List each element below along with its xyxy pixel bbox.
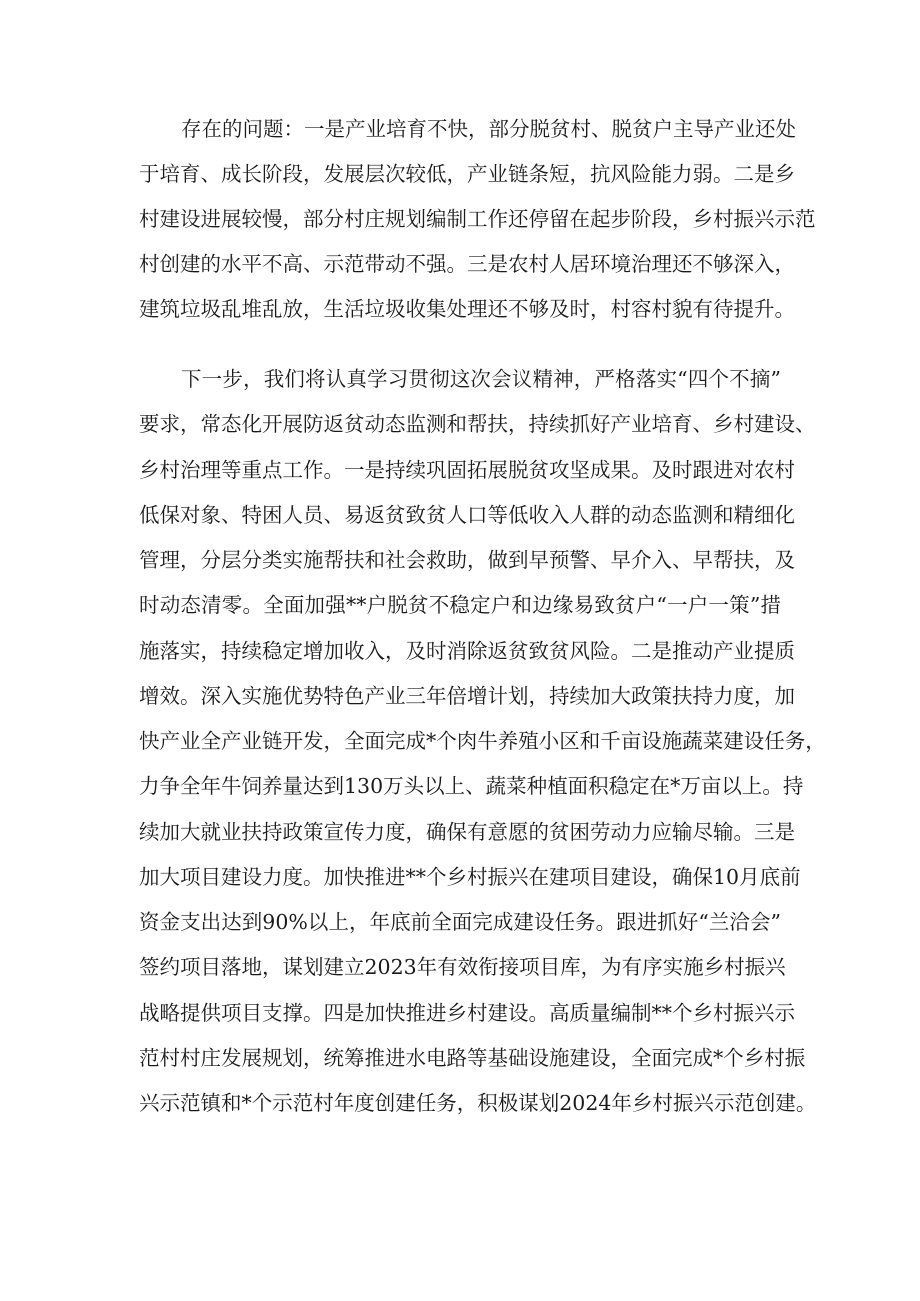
paragraph-1-line-1: 存在的问题：一是产业培育不快，部分脱贫村、脱贫户主导产业还处 xyxy=(181,117,796,141)
paragraph-2-line-10: 力争全年牛饲养量达到130万头以上、蔬菜种植面积稳定在*万亩以上。持 xyxy=(139,774,804,798)
paragraph-2-line-3: 乡村治理等重点工作。一是持续巩固拓展脱贫攻坚成果。及时跟进对农村 xyxy=(139,458,795,482)
paragraph-2-line-16: 范村村庄发展规划，统筹推进水电路等基础设施建设，全面完成*个乡村振 xyxy=(139,1046,806,1070)
paragraph-2-line-12: 加大项目建设力度。加快推进**个乡村振兴在建项目建设，确保10月底前 xyxy=(139,865,801,889)
paragraph-1-line-4: 村创建的水平不高、示范带动不强。三是农村人居环境治理还不够深入， xyxy=(139,252,795,276)
paragraph-2-line-5: 管理，分层分类实施帮扶和社会救助，做到早预警、早介入、早帮扶，及 xyxy=(139,548,795,572)
paragraph-1-line-5: 建筑垃圾乱堆乱放，生活垃圾收集处理还不够及时，村容村貌有待提升。 xyxy=(139,297,795,321)
paragraph-2-line-7: 施落实，持续稳定增加收入，及时消除返贫致贫风险。二是推动产业提质 xyxy=(139,639,795,663)
paragraph-2-line-9: 快产业全产业链开发，全面完成*个肉牛养殖小区和千亩设施蔬菜建设任务， xyxy=(139,729,826,753)
paragraph-2-line-2: 要求，常态化开展防返贫动态监测和帮扶，持续抓好产业培育、乡村建设、 xyxy=(139,412,816,436)
paragraph-2-line-15: 战略提供项目支撑。四是加快推进乡村建设。高质量编制**个乡村振兴示 xyxy=(139,1001,795,1025)
paragraph-1-line-2: 于培育、成长阶段，发展层次较低，产业链条短，抗风险能力弱。二是乡 xyxy=(139,162,795,186)
paragraph-2-line-6: 时动态清零。全面加强**户脱贫不稳定户和边缘易致贫户“一户一策”措 xyxy=(139,593,781,617)
paragraph-2-line-4: 低保对象、特困人员、易返贫致贫人口等低收入人群的动态监测和精细化 xyxy=(139,503,795,527)
paragraph-2-line-1: 下一步，我们将认真学习贯彻这次会议精神，严格落实“四个不摘” xyxy=(181,367,781,391)
paragraph-2-line-17: 兴示范镇和*个示范村年度创建任务，积极谋划2024年乡村振兴示范创建。 xyxy=(139,1091,817,1115)
paragraph-2-line-8: 增效。深入实施优势特色产业三年倍增计划，持续加大政策扶持力度，加 xyxy=(139,684,795,708)
paragraph-2-line-11: 续加大就业扶持政策宣传力度，确保有意愿的贫困劳动力应输尽输。三是 xyxy=(139,820,795,844)
paragraph-1-line-3: 村建设进展较慢，部分村庄规划编制工作还停留在起步阶段，乡村振兴示范 xyxy=(139,207,816,231)
paragraph-2-line-13: 资金支出达到90%以上，年底前全面完成建设任务。跟进抓好“兰洽会” xyxy=(139,910,781,934)
paragraph-2-line-14: 签约项目落地，谋划建立2023年有效衔接项目库，为有序实施乡村振兴 xyxy=(139,955,786,979)
